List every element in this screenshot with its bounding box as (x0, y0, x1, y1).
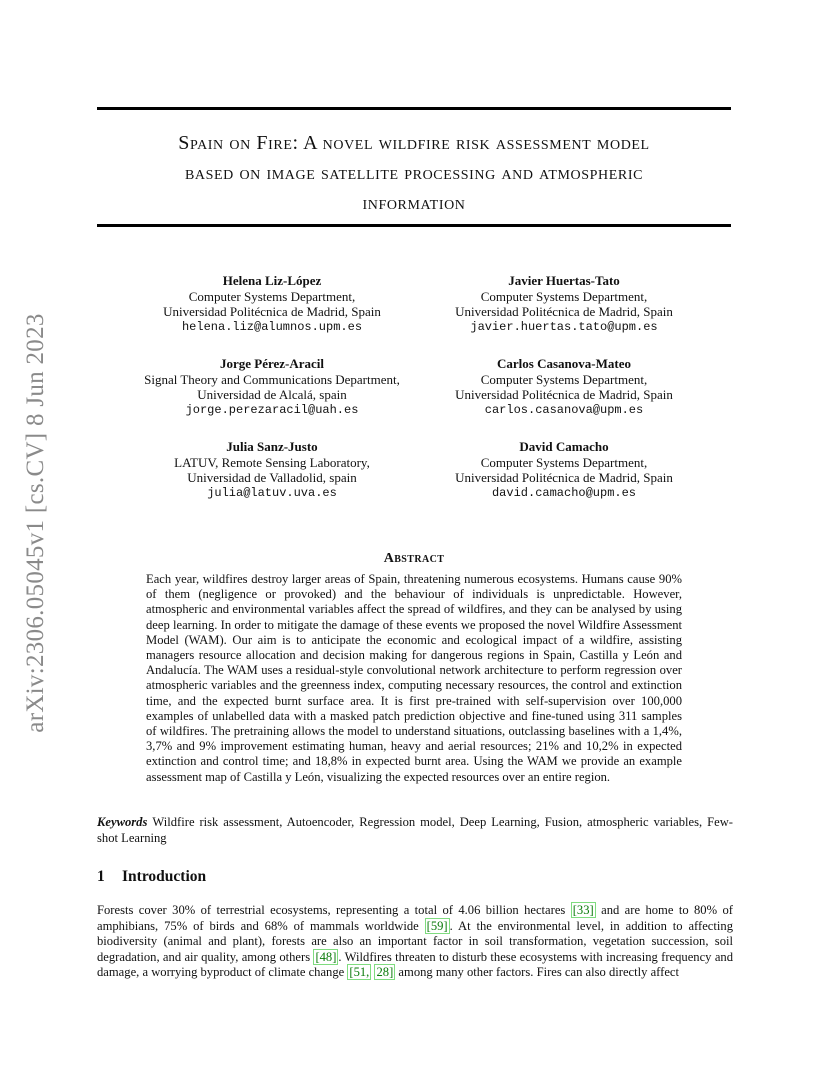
section-title: Introduction (122, 868, 207, 885)
author-4 (397, 356, 731, 418)
citation-link[interactable]: [48] (315, 949, 337, 964)
author-email[interactable]: jorge.perezaracil@uah.es (185, 402, 359, 417)
author-1 (97, 273, 447, 335)
author-6 (397, 439, 731, 501)
abstract-text: Each year, wildfires destroy larger areas of Spain, threatening numerous ecosystems. Humans cause 90% of them (negligence or provoked) and the behaviour of individuals is unpredictable. However, atmospheric and environmental variables affect the spread of wildfires, and they can be analysed by using deep learning. In order to mitigate the damage of these events we proposed the novel Wildfire Assessment Model (WAM). Our aim is to anticipate the economic and ecological impact of a wildfire, assisting managers resource allocation and decision making for dangerous regions in Spain, Castilla y León and Andalucía. The WAM uses a residual-style convolutional network architecture to perform regression over atmospheric variables and the greenness index, computing necessary resources, the control and extinction time, and the expected burnt surface area. It is first pre-trained with self-supervision over 100,000 examples of unlabelled data with a masked patch prediction objective and fine-tuned using 311 samples of wildfires. The pretraining allows the model to understand situations, outclassing baselines with a 1,4%, 3,7% and 9% improvement estimating human, heavy and aerial resources; 21% and 10,2% in expected extinction and control time; and 18,8% in expected burnt area. Using the WAM we provide an example assessment map of Castilla y León, visualizing the expected resources over an entire region. (146, 572, 682, 784)
author-name: Javier Huertas-Tato (508, 273, 620, 288)
author-affiliation: Universidad Politécnica de Madrid, Spain (455, 470, 673, 485)
author-affiliation: Universidad de Valladolid, spain (187, 470, 357, 485)
title-line-3: information (362, 192, 466, 214)
author-email[interactable]: helena.liz@alumnos.upm.es (181, 319, 363, 334)
title-line-1: Spain on Fire: A novel wildfire risk assessment model (178, 132, 650, 154)
author-affiliation: Computer Systems Department, (480, 454, 648, 470)
title-rule-top (97, 107, 731, 110)
section-heading-introduction (97, 868, 206, 886)
author-affiliation: Signal Theory and Communications Department, (144, 371, 400, 387)
keywords (97, 815, 733, 846)
introduction-paragraph (97, 903, 733, 981)
title-rule-bottom (97, 224, 731, 227)
intro-text: . At the environmental level, in addition to affecting biodiversity (animal and plant), forests are also an important factor in soil transformation, vegetation succession, soil degradation, and air quality, among others (97, 918, 733, 964)
intro-text: among many other factors. Fires can also directly affect (395, 965, 680, 979)
author-2 (397, 273, 731, 335)
author-affiliation: Universidad Politécnica de Madrid, Spain (455, 387, 673, 402)
citation-link[interactable]: 28] (376, 965, 394, 979)
author-affiliation: Universidad Politécnica de Madrid, Spain (455, 304, 673, 319)
abstract-heading: Abstract (383, 551, 445, 566)
author-name: Jorge Pérez-Aracil (219, 356, 325, 371)
author-affiliation: Universidad Politécnica de Madrid, Spain (163, 304, 381, 319)
citation-link[interactable]: [33] (572, 903, 594, 917)
author-name: Carlos Casanova-Mateo (497, 356, 631, 371)
author-affiliation: Computer Systems Department, (480, 288, 648, 304)
section-number: 1 (97, 868, 105, 885)
arxiv-sidebar-stamp (18, 295, 54, 750)
intro-text: Forests cover 30% of terrestrial ecosystems, representing a total of 4.06 billion hectares (97, 903, 571, 917)
author-5 (97, 439, 447, 501)
citation-link[interactable]: [59] (426, 918, 448, 933)
author-name: Julia Sanz-Justo (226, 439, 318, 454)
author-email[interactable]: carlos.casanova@upm.es (484, 402, 644, 417)
author-affiliation: Universidad de Alcalá, spain (197, 387, 347, 402)
author-name: Helena Liz-López (222, 273, 322, 288)
author-affiliation: Computer Systems Department, (188, 288, 356, 304)
title-line-2: based on image satellite processing and atmospheric (184, 162, 644, 184)
citation-link[interactable]: [51, (349, 965, 370, 979)
author-affiliation: Computer Systems Department, (480, 371, 648, 387)
intro-text: . Wildfires threaten to disturb these ecosystems with increasing frequency and damage, a worrying byproduct of climate change (97, 949, 733, 979)
author-affiliation: LATUV, Remote Sensing Laboratory, (174, 454, 370, 470)
keywords-text: Wildfire risk assessment, Autoencoder, Regression model, Deep Learning, Fusion, atmospheric variables, Few-shot Learning (97, 815, 733, 845)
paper-title (97, 128, 731, 218)
keywords-label: Keywords (97, 815, 148, 829)
author-3 (97, 356, 447, 418)
author-email[interactable]: julia@latuv.uva.es (207, 485, 337, 500)
author-email[interactable]: david.camacho@upm.es (491, 485, 637, 500)
intro-text: and are home to 80% of amphibians, 75% of birds and 68% of mammals worldwide (97, 903, 733, 933)
author-name: David Camacho (519, 439, 609, 454)
author-email[interactable]: javier.huertas.tato@upm.es (470, 319, 658, 334)
arxiv-identifier: arXiv:2306.05045v1 [cs.CV] 8 Jun 2023 (22, 312, 49, 733)
